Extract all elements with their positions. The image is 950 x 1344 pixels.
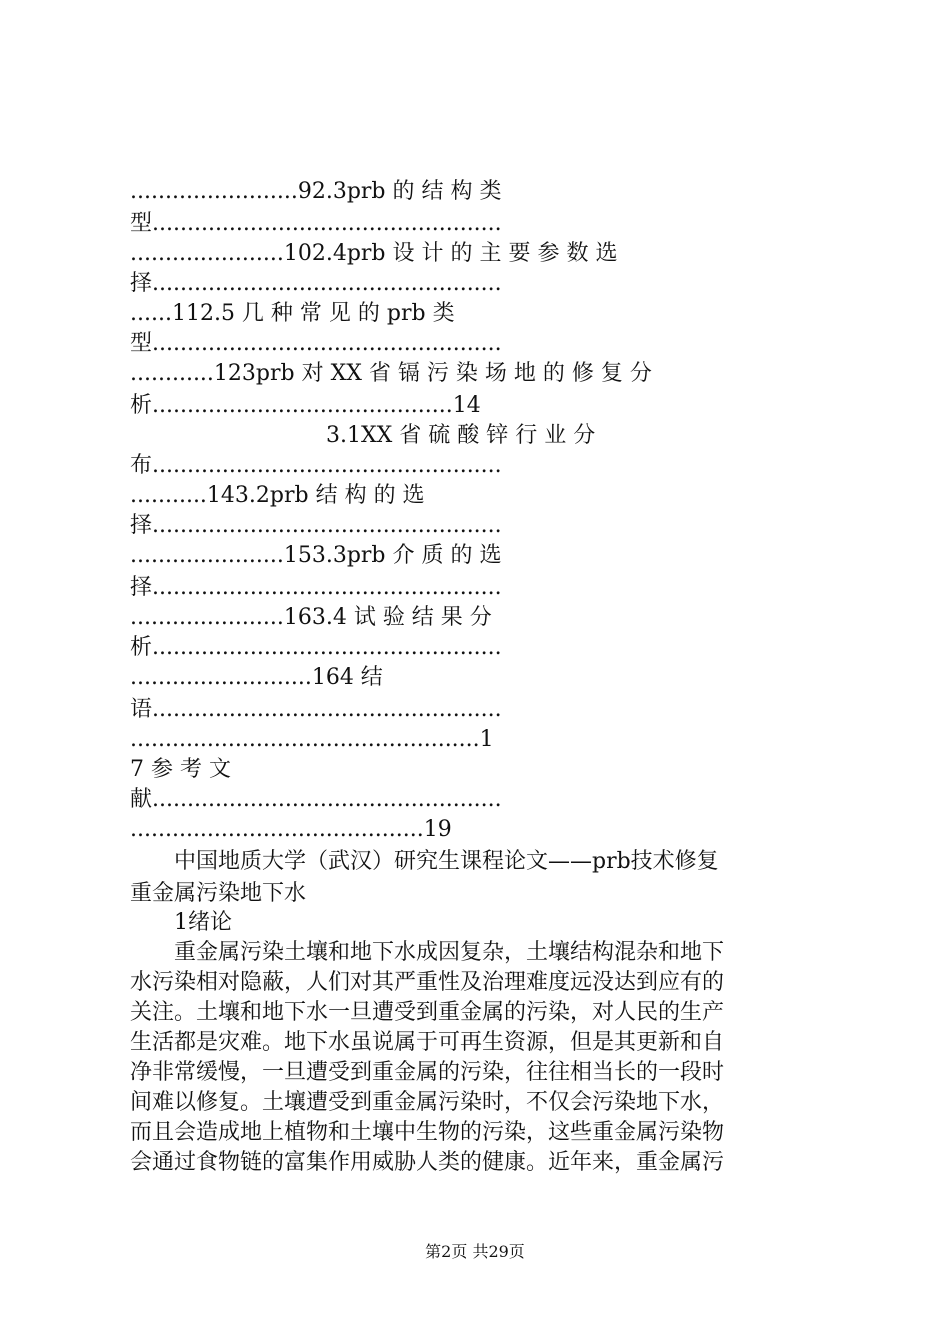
toc-text: 语.................................................. xyxy=(130,697,502,722)
toc-line xyxy=(130,510,830,542)
toc-text: 3.1XX 省 硫 酸 锌 行 业 分 xyxy=(326,423,596,448)
toc-text: 型.................................................. xyxy=(130,331,502,356)
toc-line xyxy=(130,268,830,300)
toc-text: 型.................................................. xyxy=(130,211,502,236)
toc-line xyxy=(130,602,830,634)
toc-text: 析...........................................14 xyxy=(130,393,481,418)
toc-line xyxy=(130,814,830,846)
toc-line xyxy=(130,632,830,664)
body-line: 生活都是灾难。地下水虽说属于可再生资源，但是其更新和自 xyxy=(130,1030,725,1055)
toc-text: ........................92.3prb 的 结 构 类 xyxy=(130,179,502,204)
toc-line xyxy=(130,694,830,726)
body-line: 重金属污染土壤和地下水成因复杂，土壤结构混杂和地下 xyxy=(174,940,725,965)
toc-text: ..................................................1 xyxy=(130,727,494,752)
body-line: 关注。土壤和地下水一旦遭受到重金属的污染，对人民的生产 xyxy=(130,1000,725,1025)
body-line: 会通过食物链的富集作用威胁人类的健康。近年来，重金属污 xyxy=(130,1150,725,1175)
toc-text: 择.................................................. xyxy=(130,271,502,296)
body-line: 水污染相对隐蔽，人们对其严重性及治理难度远没达到应有的 xyxy=(130,970,725,995)
toc-text: ......................163.4 试 验 结 果 分 xyxy=(130,605,492,630)
toc-line xyxy=(130,298,830,330)
toc-line xyxy=(130,540,830,572)
toc-line xyxy=(130,784,830,816)
toc-text: 7 参 考 文 xyxy=(130,757,231,782)
title-line: 中国地质大学（武汉）研究生课程论文——prb技术修复 xyxy=(174,849,719,874)
toc-line xyxy=(130,358,830,390)
toc-line xyxy=(130,754,830,786)
body-paragraph xyxy=(130,938,830,1178)
toc-line xyxy=(130,328,830,360)
section-heading: 1绪论 xyxy=(174,910,232,935)
toc-text: 择.................................................. xyxy=(130,513,502,538)
toc-line xyxy=(130,572,830,604)
toc-text: ......................102.4prb 设 计 的 主 要 参 数 选 xyxy=(130,241,618,266)
body-line: 而且会造成地上植物和土壤中生物的污染，这些重金属污染物 xyxy=(130,1120,725,1145)
body-line: 净非常缓慢，一旦遭受到重金属的污染，往往相当长的一段时 xyxy=(130,1060,725,1085)
toc-line xyxy=(130,208,830,240)
toc-text: ......................153.3prb 介 质 的 选 xyxy=(130,543,502,568)
toc-line xyxy=(130,480,830,512)
toc-line xyxy=(130,176,830,208)
body-line: 间难以修复。土壤遭受到重金属污染时，不仅会污染地下水， xyxy=(130,1090,725,1115)
toc-text: 布.................................................. xyxy=(130,453,502,478)
toc-text: ..........................164 结 xyxy=(130,665,383,690)
toc-text: 献.................................................. xyxy=(130,787,502,812)
toc-text: 择.................................................. xyxy=(130,575,502,600)
toc-line xyxy=(130,662,830,694)
toc-text: ............123prb 对 XX 省 镉 污 染 场 地 的 修 复 分 xyxy=(130,361,652,386)
toc-line xyxy=(130,450,830,482)
toc-text: ......112.5 几 种 常 见 的 prb 类 xyxy=(130,301,455,326)
toc-line xyxy=(130,420,830,452)
title-line: 重金属污染地下水 xyxy=(130,881,307,906)
page-footer: 第2页 共29页 xyxy=(425,1242,525,1261)
paper-title xyxy=(130,846,830,910)
toc-text: 析.................................................. xyxy=(130,635,502,660)
toc-line xyxy=(130,724,830,756)
toc-line xyxy=(130,238,830,270)
toc-text: ..........................................19 xyxy=(130,817,452,842)
toc-text: ...........143.2prb 结 构 的 选 xyxy=(130,483,425,508)
toc-line xyxy=(130,390,830,422)
